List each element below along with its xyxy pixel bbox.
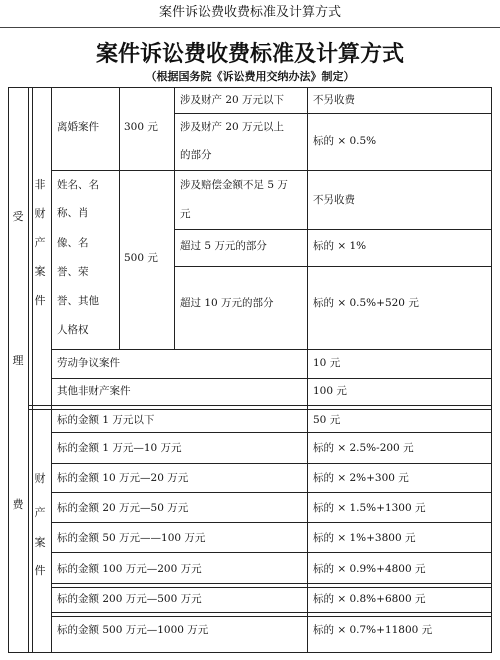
divorce-result-2: 标的 × 0.5% [313, 135, 377, 147]
row-prop-3 [51, 492, 492, 493]
property-range: 标的金额 10 万元—20 万元 [57, 472, 189, 484]
col-line-3 [119, 87, 120, 350]
row-prop-6 [51, 583, 492, 588]
prop-char-3: 案 [34, 536, 46, 549]
property-fee: 标的 × 0.9%+4800 元 [313, 563, 426, 575]
divorce-result-1: 不另收费 [313, 94, 355, 106]
divorce-cond-2-line-1: 涉及财产 20 万元以上 [180, 121, 285, 133]
nonprop-char-3: 产 [34, 236, 46, 249]
prop-char-1: 财 [34, 472, 46, 485]
rights-label-line: 人格权 [57, 324, 89, 336]
property-fee: 标的 × 1%+3800 元 [313, 532, 416, 544]
row-prop-2 [51, 463, 492, 464]
row-prop-4 [51, 522, 492, 523]
row-nonproperty-end [28, 405, 492, 410]
side-label-li: 理 [12, 354, 24, 367]
side-label-fei: 费 [12, 498, 24, 511]
table-bottom-border [8, 652, 492, 653]
nonprop-char-4: 案 [34, 265, 46, 278]
property-range: 标的金额 1 万元以下 [57, 414, 155, 426]
row-rights-2 [174, 266, 492, 267]
nonprop-char-5: 件 [34, 294, 46, 307]
rights-cond-1-line-1: 涉及赔偿金额不足 5 万 [180, 179, 288, 191]
rights-result-3: 标的 × 0.5%+520 元 [313, 297, 419, 309]
col-line-4 [174, 87, 175, 350]
property-fee: 标的 × 1.5%+1300 元 [313, 502, 426, 514]
property-range: 标的金额 500 万元—1000 万元 [57, 624, 209, 636]
row-prop-7 [51, 612, 492, 617]
labor-fee: 10 元 [313, 357, 341, 369]
row-rights-1 [174, 229, 492, 230]
divorce-label: 离婚案件 [57, 121, 99, 133]
row-labor-end [51, 378, 492, 379]
rights-cond-2: 超过 5 万元的部分 [180, 240, 267, 252]
rights-result-2: 标的 × 1% [313, 240, 367, 252]
property-range: 标的金额 50 万元——100 万元 [57, 532, 206, 544]
table-left-border [8, 87, 9, 653]
property-fee: 标的 × 2%+300 元 [313, 472, 409, 484]
rights-label-line: 誉、其他 [57, 295, 99, 307]
property-range: 标的金额 1 万元—10 万元 [57, 442, 182, 454]
header-divider [0, 27, 500, 28]
col-line-5 [307, 87, 308, 653]
row-rights-end [51, 349, 492, 350]
col-line-2 [51, 87, 52, 653]
divorce-cond-2-line-2: 的部分 [180, 149, 212, 161]
document-title: 案件诉讼费收费标准及计算方式 [95, 42, 404, 67]
rights-cond-3: 超过 10 万元的部分 [180, 297, 274, 309]
row-divorce-end [51, 170, 492, 171]
prop-char-4: 件 [34, 564, 46, 577]
prop-char-2: 产 [34, 506, 46, 519]
row-prop-1 [51, 432, 492, 433]
property-fee: 50 元 [313, 414, 341, 426]
other-fee: 100 元 [313, 385, 347, 397]
divorce-cond-1: 涉及财产 20 万元以下 [180, 94, 285, 106]
side-label-shou: 受 [12, 210, 24, 223]
row-prop-5 [51, 552, 492, 553]
table-right-border [491, 87, 492, 653]
property-range: 标的金额 200 万元—500 万元 [57, 593, 202, 605]
rights-label-line: 称、肖 [57, 207, 89, 219]
table-top-border [8, 87, 492, 88]
nonprop-char-1: 非 [34, 178, 46, 191]
rights-cond-1-line-2: 元 [180, 208, 191, 220]
row-divorce-1 [174, 113, 492, 114]
property-range: 标的金额 100 万元—200 万元 [57, 563, 202, 575]
page-header: 案件诉讼费收费标准及计算方式 [158, 5, 341, 20]
nonprop-char-2: 财 [34, 207, 46, 220]
rights-fee: 500 元 [124, 252, 158, 264]
property-fee: 标的 × 0.7%+11800 元 [313, 624, 433, 636]
rights-label-line: 像、名 [57, 237, 89, 249]
property-fee: 标的 × 2.5%-200 元 [313, 442, 414, 454]
rights-label-line: 姓名、名 [57, 179, 99, 191]
other-label: 其他非财产案件 [57, 385, 131, 397]
rights-result-1: 不另收费 [313, 194, 355, 206]
document-subtitle: （根据国务院《诉讼费用交纳办法》制定） [145, 70, 355, 83]
divorce-fee: 300 元 [124, 121, 158, 133]
labor-label: 劳动争议案件 [57, 357, 120, 369]
property-fee: 标的 × 0.8%+6800 元 [313, 593, 426, 605]
property-range: 标的金额 20 万元—50 万元 [57, 502, 189, 514]
rights-label-line: 誉、荣 [57, 266, 89, 278]
